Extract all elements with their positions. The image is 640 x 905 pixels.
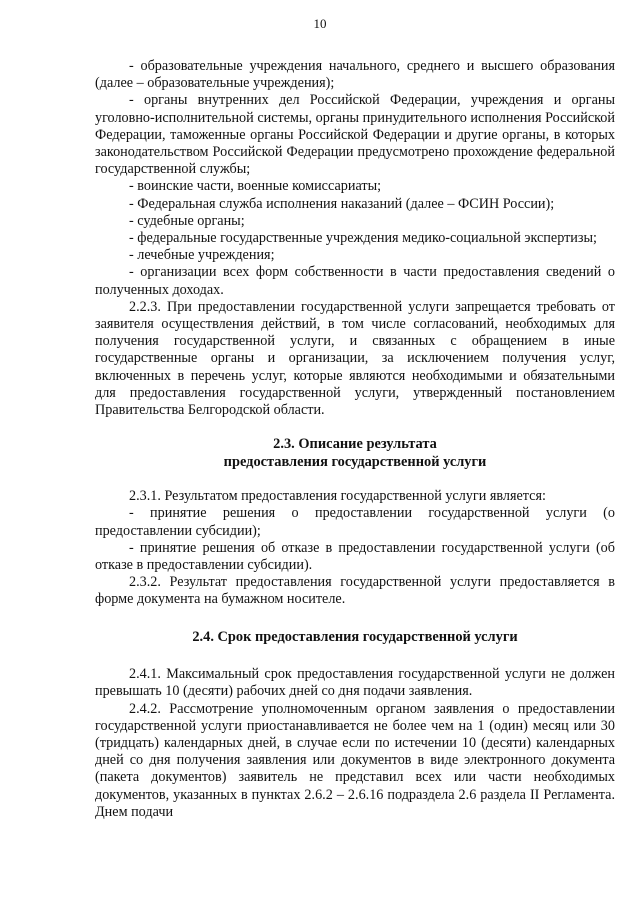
paragraph: - лечебные учреждения; [129, 247, 275, 264]
paragraph: - органы внутренних дел Российской Федерации, учреждения и органы уголовно-исполнительной системы, органы принудительного исполнения Российской Федерации, таможенные органы Российской Федерации и другие органы, в которых законодательством Российской Федерации предусмотрено прохождение федеральной государственной службы; [95, 92, 615, 178]
paragraph: - судебные органы; [129, 212, 245, 229]
page-number: 10 [313, 16, 327, 31]
paragraph: - образовательные учреждения начального, среднего и высшего образования (далее – образовательные учреждения); [95, 58, 615, 92]
section-heading: предоставления государственной услуги [223, 453, 487, 470]
spacer [95, 609, 615, 629]
paragraph: 2.4.1. Максимальный срок предоставления государственной услуги не должен превышать 10 (десяти) рабочих дней со дня подачи заявления. [95, 666, 615, 700]
section-heading: 2.3. Описание результата [273, 436, 437, 453]
spacer [95, 471, 615, 488]
paragraph: - Федеральная служба исполнения наказаний (далее – ФСИН России); [129, 195, 555, 212]
paragraph: 2.4.2. Рассмотрение уполномоченным органом заявления о предоставлении государственной услуги приостанавливается не более чем на 1 (один) месяц или 30 (тридцать) календарных дней, в случае если по истечении 10 (десяти) календарных дней со дня получения заявления или документов в виде электронного документа (пакета документов) заявитель не представил всех или части необходимых документов, указанных в пунктах 2.6.2 – 2.6.16 подраздела 2.6 раздела II Регламента. Днем подачи [95, 700, 615, 820]
paragraph: 2.2.3. При предоставлении государственной услуги запрещается требовать от заявителя осуществления действий, в том числе согласований, необходимых для получения государственной услуги, и связанных с обращением в иные государственные органы и организации, за исключением получения услуг, включенных в перечень услуг, которые являются необходимыми и обязательными для предоставления государственной услуги, утвержденный постановлением Правительства Белгородской области. [95, 298, 615, 419]
paragraph: - воинские части, военные комиссариаты; [129, 178, 382, 195]
paragraph: - принятие решения об отказе в предоставлении государственной услуги (об отказе в предоставлении субсидии). [95, 539, 615, 574]
spacer [95, 419, 615, 436]
paragraph: 2.3.1. Результатом предоставления государственной услуги является: [129, 488, 546, 505]
paragraph: - организации всех форм собственности в части предоставления сведений о полученных доходах. [95, 264, 615, 298]
document-body [95, 58, 615, 821]
paragraph: 2.3.2. Результат предоставления государственной услуги предоставляется в форме документа на бумажном носителе. [95, 574, 615, 608]
spacer [95, 646, 615, 666]
paragraph: - принятие решения о предоставлении государственной услуги (о предоставлении субсидии); [95, 505, 615, 539]
paragraph: - федеральные государственные учреждения медико-социальной экспертизы; [129, 230, 597, 247]
section-heading: 2.4. Срок предоставления государственной услуги [192, 628, 518, 645]
